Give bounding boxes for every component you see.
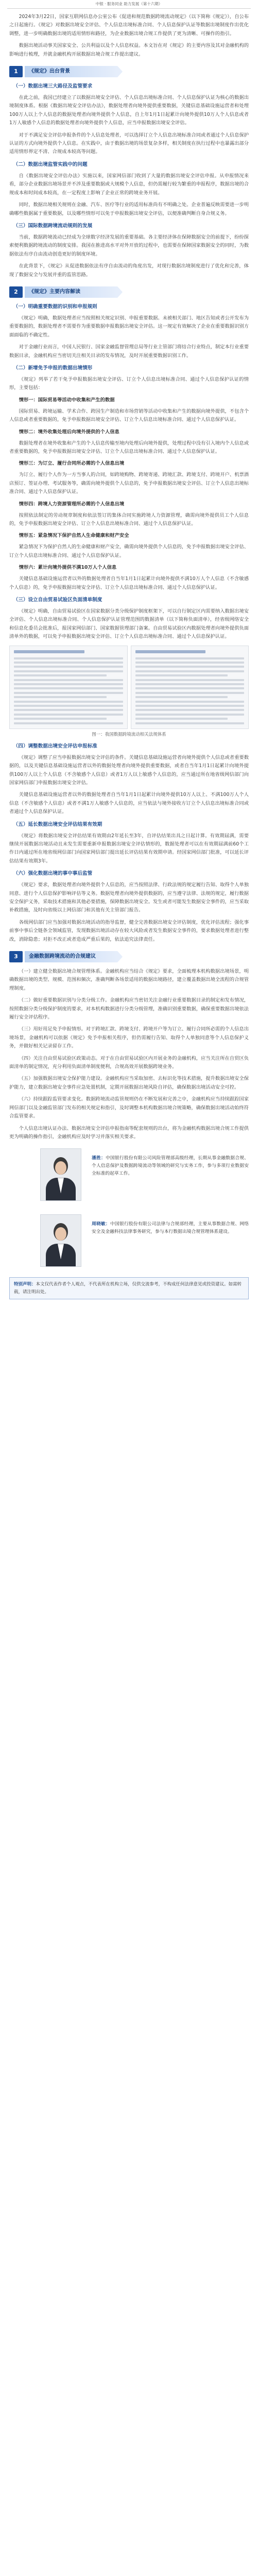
body-paragraph: 国际贸易、跨境运输、学术合作、跨国生产制造和市场营销等活动中收集和产生的数据向境外提供，不包含个人信息或者重要数据的，免予申报数据出境安全评估、订立个人信息出境标准合同、通过个人信息保护认证。 (9, 408, 249, 423)
figure-text-line (14, 666, 123, 668)
author-bio (92, 1221, 249, 1236)
figure-panel (131, 646, 249, 729)
page-header (7, 0, 251, 9)
intro-paragraph: 数据出境活动事关国家安全、公共利益以及个人信息权益。本文旨在对《规定》的主要内容及其对金融机构的影响进行梳理，并就金融机构开展数据出境合规工作提出建议。 (9, 43, 249, 57)
section-title: 《规定》出台背景 (25, 66, 117, 77)
figure-text-line (135, 683, 245, 685)
body-paragraph: （二）做好重要数据识别与分类分级工作。金融机构应当密切关注金融行业重要数据目录的制定和发布情况，按照数据分类分级保护制度的要求，对本机构数据进行分类分级管理，准确识别重要数据，确保重要数据出境依法履行安全评估程序。 (9, 997, 249, 1021)
figure-panel-heading (14, 650, 84, 653)
body-paragraph: （四）关注自由贸易试验区政策动态。对于在自由贸易试验区内开展业务的金融机构，应当关注所在自贸区负面清单的制定情况，充分利用负面清单制度便利，合规高效开展数据跨境业务。 (9, 1055, 249, 1070)
section-number: 2 (9, 286, 23, 298)
figure-image (9, 646, 249, 729)
body-paragraph: 按照依法制定的劳动规章制度和依法签订的集体合同实施跨境人力资源管理，确需向境外提供员工个人信息的，免予申报数据出境安全评估、订立个人信息出境标准合同、通过个人信息保护认证。 (9, 512, 249, 527)
figure-text-line (14, 670, 123, 672)
figure-text-line (135, 701, 245, 703)
figure-text-line (14, 662, 123, 664)
author-photo (40, 1214, 81, 1267)
author-bio-text: 中国银行股份有限公司法律与合规部经理，主要从事数据合规、网络安全及金融科技法律事务研究，参与本行数据出境合规管理体系建设。 (92, 1222, 249, 1235)
subsection-heading: （一）数据出境三大路径及监管要求 (13, 83, 93, 90)
case-heading: 情形一：国际贸易等活动中收集和产生的数据 (19, 397, 115, 403)
body-paragraph: 各级网信部门应当加强对数据出境活动的指导监督，健全完善数据出境安全评估制度，优化评估流程；强化事前事中事后全链条全领域监管，发现数据出境活动存在较大风险或者发生数据安全事件的，要求数据处理者进行整改，消除隐患；对拒不改正或者造成严重后果的，依法追究法律责任。 (9, 919, 249, 942)
figure-text-line (14, 718, 107, 720)
subsection-heading: （二）数据出境监管实践中的问题 (13, 161, 88, 167)
body-paragraph: 《规定》列举了若干免予申报数据出境安全评估、订立个人信息出境标准合同、通过个人信息保护认证的情形，主要包括： (9, 376, 249, 391)
disclaimer-label: 特别声明： (14, 1282, 36, 1287)
section-title: 《规定》主要内容解读 (25, 286, 117, 298)
subsection-heading: （六）强化数据出境的事中事后监管 (13, 871, 93, 877)
figure-text-line (135, 714, 245, 716)
figure-text-line (14, 692, 123, 694)
figure-text-line (135, 687, 245, 689)
body-paragraph: （一）建立健全数据出境合规管理体系。金融机构应当结合《规定》要求，全面梳理本机构数据出境场景，明确数据出境的类型、规模、范围和频次，准确判断各场景适用的数据出境路径，建立覆盖数据出境全流程的合规管理制度。 (9, 969, 249, 991)
figure-text-line (14, 683, 123, 685)
section-number: 3 (9, 951, 23, 962)
body-paragraph: 个人信息出境认证办法、数据出境安全评估申报指南等配套规则的出台，将为金融机构数据出境合规工作提供更为明确的操作指引，金融机构应及时学习并落实相关要求。 (9, 1125, 249, 1140)
figure-text-line (135, 674, 228, 676)
body-paragraph: 《规定》调整了应当申报数据出境安全评估的条件。关键信息基础设施运营者向境外提供个人信息或者重要数据的，以及关键信息基础设施运营者以外的数据处理者向境外提供重要数据，或者自当年1月1日起累计向境外提供100万人以上个人信息（不含敏感个人信息）或者1万人以上敏感个人信息的，应当通过所在地省级网信部门向国家网信部门申报数据出境安全评估。 (9, 754, 249, 786)
author-section (9, 1148, 249, 1277)
author-name: 周晓敏： (92, 1222, 110, 1227)
body-paragraph: 关键信息基础设施运营者以外的数据处理者自当年1月1日起累计向境外提供10万人以上、不满100万人个人信息（不含敏感个人信息）或者不满1万人敏感个人信息的，应当依法与境外接收方订立个人信息出境标准合同或者通过个人信息保护认证。 (9, 792, 249, 815)
figure-caption: 图一：我国数据跨境流动相关法规体系 (92, 732, 166, 737)
figure-text-line (14, 722, 123, 724)
section-heading (9, 951, 249, 962)
figure-text-line (135, 666, 245, 668)
subsection-heading: （三）国际数据跨境流动规则的发展 (13, 223, 93, 229)
figure-text-line (14, 657, 123, 659)
section-title: 金融数据跨境流动的合规建议 (25, 951, 117, 962)
disclaimer-box (9, 1277, 249, 1299)
body-paragraph: 自《数据出境安全评估办法》实施以来，国家网信部门收到了大量的数据出境安全评估申报。从申报情况来看，部分企业数据出境场景并不涉及重要数据或大规模个人信息，但仍需履行较为繁重的申报程序，数据出境的合规成本和时间成本较高，在一定程度上影响了企业正常的跨境业务开展。 (9, 173, 249, 196)
body-paragraph: 数据处理者在境外收集和产生的个人信息传输至境内处理后向境外提供，处理过程中没有引入境内个人信息或者重要数据的，免予申报数据出境安全评估、订立个人信息出境标准合同、通过个人信息保护认证。 (9, 440, 249, 454)
author-name: 潘胜： (92, 1156, 106, 1161)
case-heading: 情形四：跨境人力资源管理所必需的个人信息出境 (19, 501, 125, 507)
body-paragraph: 对于不满足安全评估申报条件的个人信息处理者，可以选择订立个人信息出境标准合同或者通过个人信息保护认证的方式向境外提供个人信息。在实践中，由于数据出境的场景复杂多样，相关制度在执行过程中也暴露出部分适用情形界定不清、合规成本较高等问题。 (9, 132, 249, 155)
body-paragraph: 当前，数据跨境流动已经成为全球数字经济发展的重要基础。各主要经济体在保障数据安全的前提下，纷纷探索便利数据跨境流动的制度安排。我国在推进高水平对外开放的过程中，也需要在保障国家数据安全的同时，为数据依法有序自由流动创造更好的制度环境。 (9, 234, 249, 257)
figure-text-line (135, 718, 228, 720)
body-paragraph: 在此之前，我国已经建立了以数据出境安全评估、个人信息出境标准合同、个人信息保护认证为核心的数据出境制度体系。根据《数据出境安全评估办法》，数据处理者向境外提供重要数据，关键信息基础设施运营者和处理100万人以上个人信息的数据处理者向境外提供个人信息，自上年1月1日起累计向境外提供10万人个人信息或者1万人敏感个人信息的数据处理者向境外提供个人信息，应当申报数据出境安全评估。 (9, 95, 249, 126)
figure-text-line (14, 674, 107, 676)
figure-text-line (135, 709, 245, 711)
figure-text-line (14, 714, 123, 716)
disclaimer-text: 本文仅代表作者个人观点，不代表所在机构立场，仅供交流参考，不构成任何法律意见或投资建议。如需转载，请注明出处。 (14, 1282, 242, 1295)
author-photo (40, 1148, 81, 1201)
body-paragraph: （六）持续跟踪监管要求变化。数据跨境流动监管规则仍在不断发展和完善之中，金融机构应当持续跟踪国家网信部门以及金融监管部门发布的相关规定和指引，及时调整本机构数据出境合规策略，确保数据出境活动始终符合监管要求。 (9, 1096, 249, 1120)
case-heading: 情形六：累计向境外提供不满10万人个人信息 (19, 565, 117, 571)
figure-text-line (14, 679, 123, 681)
page-header-text: 中银 · 服务同业 助力发展（第十六期） (95, 2, 163, 6)
figure-text-line (135, 679, 245, 681)
figure-panel-heading (135, 650, 206, 653)
subsection-heading: （三）设立自由贸易试验区负面清单制度 (13, 597, 102, 603)
author-bio-text: 中国银行股份有限公司风险管理部高级经理，长期从事金融数据合规、个人信息保护及数据跨境流动等领域的研究与实务工作，参与多项行业数据安全标准的起草工作。 (92, 1156, 249, 1177)
subsection-heading: （四）调整数据出境安全评估申报标准 (13, 743, 97, 749)
section-heading (9, 66, 249, 77)
figure-text-line (135, 696, 228, 698)
body-paragraph: （三）用好用足免予申报情形。对于跨境汇款、跨境支付、跨境开户等为订立、履行合同所必需的个人信息出境场景，金融机构可以依据《规定》免予申报相关程序，但仍需履行告知、取得个人单独同意等个人信息保护义务，并做好相关记录留存工作。 (9, 1026, 249, 1049)
article-body (0, 13, 258, 1277)
author-bio (92, 1155, 249, 1178)
body-paragraph: 《规定》要求，数据处理者向境外提供个人信息的，应当按照法律、行政法规的规定履行告知、取得个人单独同意、进行个人信息保护影响评估等义务。数据处理者向境外提供数据的，应当遵守法律、法规的规定，履行数据安全保护义务，采取技术措施和其他必要措施，保障数据出境安全。发生或者可能发生数据安全事件的，应当采取补救措施，及时向省级以上网信部门和其他有关主管部门报告。 (9, 882, 249, 913)
figure-text-line (14, 705, 123, 707)
figure-panel (9, 646, 128, 729)
figure-text-line (135, 705, 245, 707)
intro-paragraph: 2024年3月22日，国家互联网信息办公室公布《促进和规范数据跨境流动规定》（以下简称《规定》），自公布之日起施行。《规定》对数据出境安全评估、个人信息出境标准合同、个人信息保护认证等数据出境制度作出优化调整，进一步明确数据出境的适用情形和路径，为企业数据出境合规工作提供了更为清晰、可操作的指引。 (9, 14, 249, 37)
subsection-heading: （二）新增免予申报的数据出境情形 (13, 365, 93, 371)
figure-text-line (135, 657, 245, 659)
case-heading: 情形三：为订立、履行合同所必需的个人信息出境 (19, 461, 125, 467)
section-heading (9, 286, 249, 298)
section-number: 1 (9, 66, 23, 77)
body-paragraph: （五）加强数据出境安全保护能力建设。金融机构应当采取加密、去标识化等技术措施，提升数据出境安全保护能力，建立数据出境安全事件应急处置机制，定期开展数据出境风险自评估，确保数据出境活动安全可控。 (9, 1076, 249, 1090)
figure-text-line (14, 701, 123, 703)
figure-text-line (135, 670, 245, 672)
figure-text-line (14, 687, 123, 689)
figure-text-line (135, 692, 245, 694)
case-heading: 情形二：境外收集处理后向境外提供的个人信息 (19, 429, 119, 435)
body-paragraph: 《规定》将数据出境安全评估结果有效期由2年延长至3年，自评估结果出具之日起计算。有效期届满，需要继续开展数据出境活动且未发生需要重新申报数据出境安全评估情形的，数据处理者可以在有效期届满前60个工作日内通过所在地省级网信部门向国家网信部门提出延长评估结果有效期申请。经国家网信部门批准，可以延长评估结果有效期3年。 (9, 833, 249, 864)
body-paragraph: 紧急情况下为保护自然人的生命健康和财产安全，确需向境外提供个人信息的，免予申报数据出境安全评估、订立个人信息出境标准合同、通过个人信息保护认证。 (9, 544, 249, 558)
figure-text-line (135, 662, 245, 664)
body-paragraph: 为订立、履行个人作为一方当事人的合同，如跨境购物、跨境寄递、跨境汇款、跨境支付、跨境开户、机票酒店预订、签证办理、考试服务等，确需向境外提供个人信息的，免予申报数据出境安全评估、订立个人信息出境标准合同、通过个人信息保护认证。 (9, 472, 249, 495)
body-paragraph: 同时，数据出境相关规则在金融、汽车、医疗等行业的适用标准尚有不明确之处。企业普遍反映需要进一步明确哪些数据属于重要数据，以及哪些情形可以免于申报数据出境安全评估，以便准确判断自身合规义务。 (9, 202, 249, 216)
figure-text-line (14, 696, 107, 698)
body-paragraph: 对于金融行业而言，中国人民银行、国家金融监督管理总局等行业主管部门将结合行业特点，制定本行业重要数据目录，金融机构应当密切关注相关目录的发布情况，及时开展重要数据识别工作。 (9, 344, 249, 359)
body-paragraph: 在此背景下，《规定》从促进数据依法有序自由流动的角度出发，对现行数据出境制度进行了优化和完善，体现了数据安全与发展并重的监管思路。 (9, 263, 249, 278)
figure-text-line (14, 709, 123, 711)
figure-text-line (135, 722, 245, 724)
body-paragraph: 《规定》明确，自由贸易试验区在国家数据分类分级保护制度框架下，可以自行制定区内需要纳入数据出境安全评估、个人信息出境标准合同、个人信息保护认证管理范围的数据清单（以下简称负面清单），经省级网络安全和信息化委员会批准后，报国家网信部门、国家数据管理部门备案。自由贸易试验区内数据处理者向境外提供负面清单外的数据，可以免予申报数据出境安全评估、订立个人信息出境标准合同、通过个人信息保护认证。 (9, 608, 249, 640)
body-paragraph: 关键信息基础设施运营者以外的数据处理者自当年1月1日起累计向境外提供不满10万人个人信息（不含敏感个人信息）的，免予申报数据出境安全评估、订立个人信息出境标准合同、通过个人信息保护认证。 (9, 576, 249, 590)
subsection-heading: （五）延长数据出境安全评估结果有效期 (13, 821, 102, 827)
case-heading: 情形五：紧急情况下保护自然人生命健康和财产安全 (19, 533, 129, 539)
body-paragraph: 《规定》明确，数据处理者应当按照相关规定识别、申报重要数据。未被相关部门、地区告知或者公开发布为重要数据的，数据处理者不需要作为重要数据申报数据出境安全评估。这一规定有效解决了企业在重要数据识别方面面临的不确定性。 (9, 315, 249, 338)
subsection-heading: （一）明确重要数据的识别和申报规则 (13, 303, 97, 310)
